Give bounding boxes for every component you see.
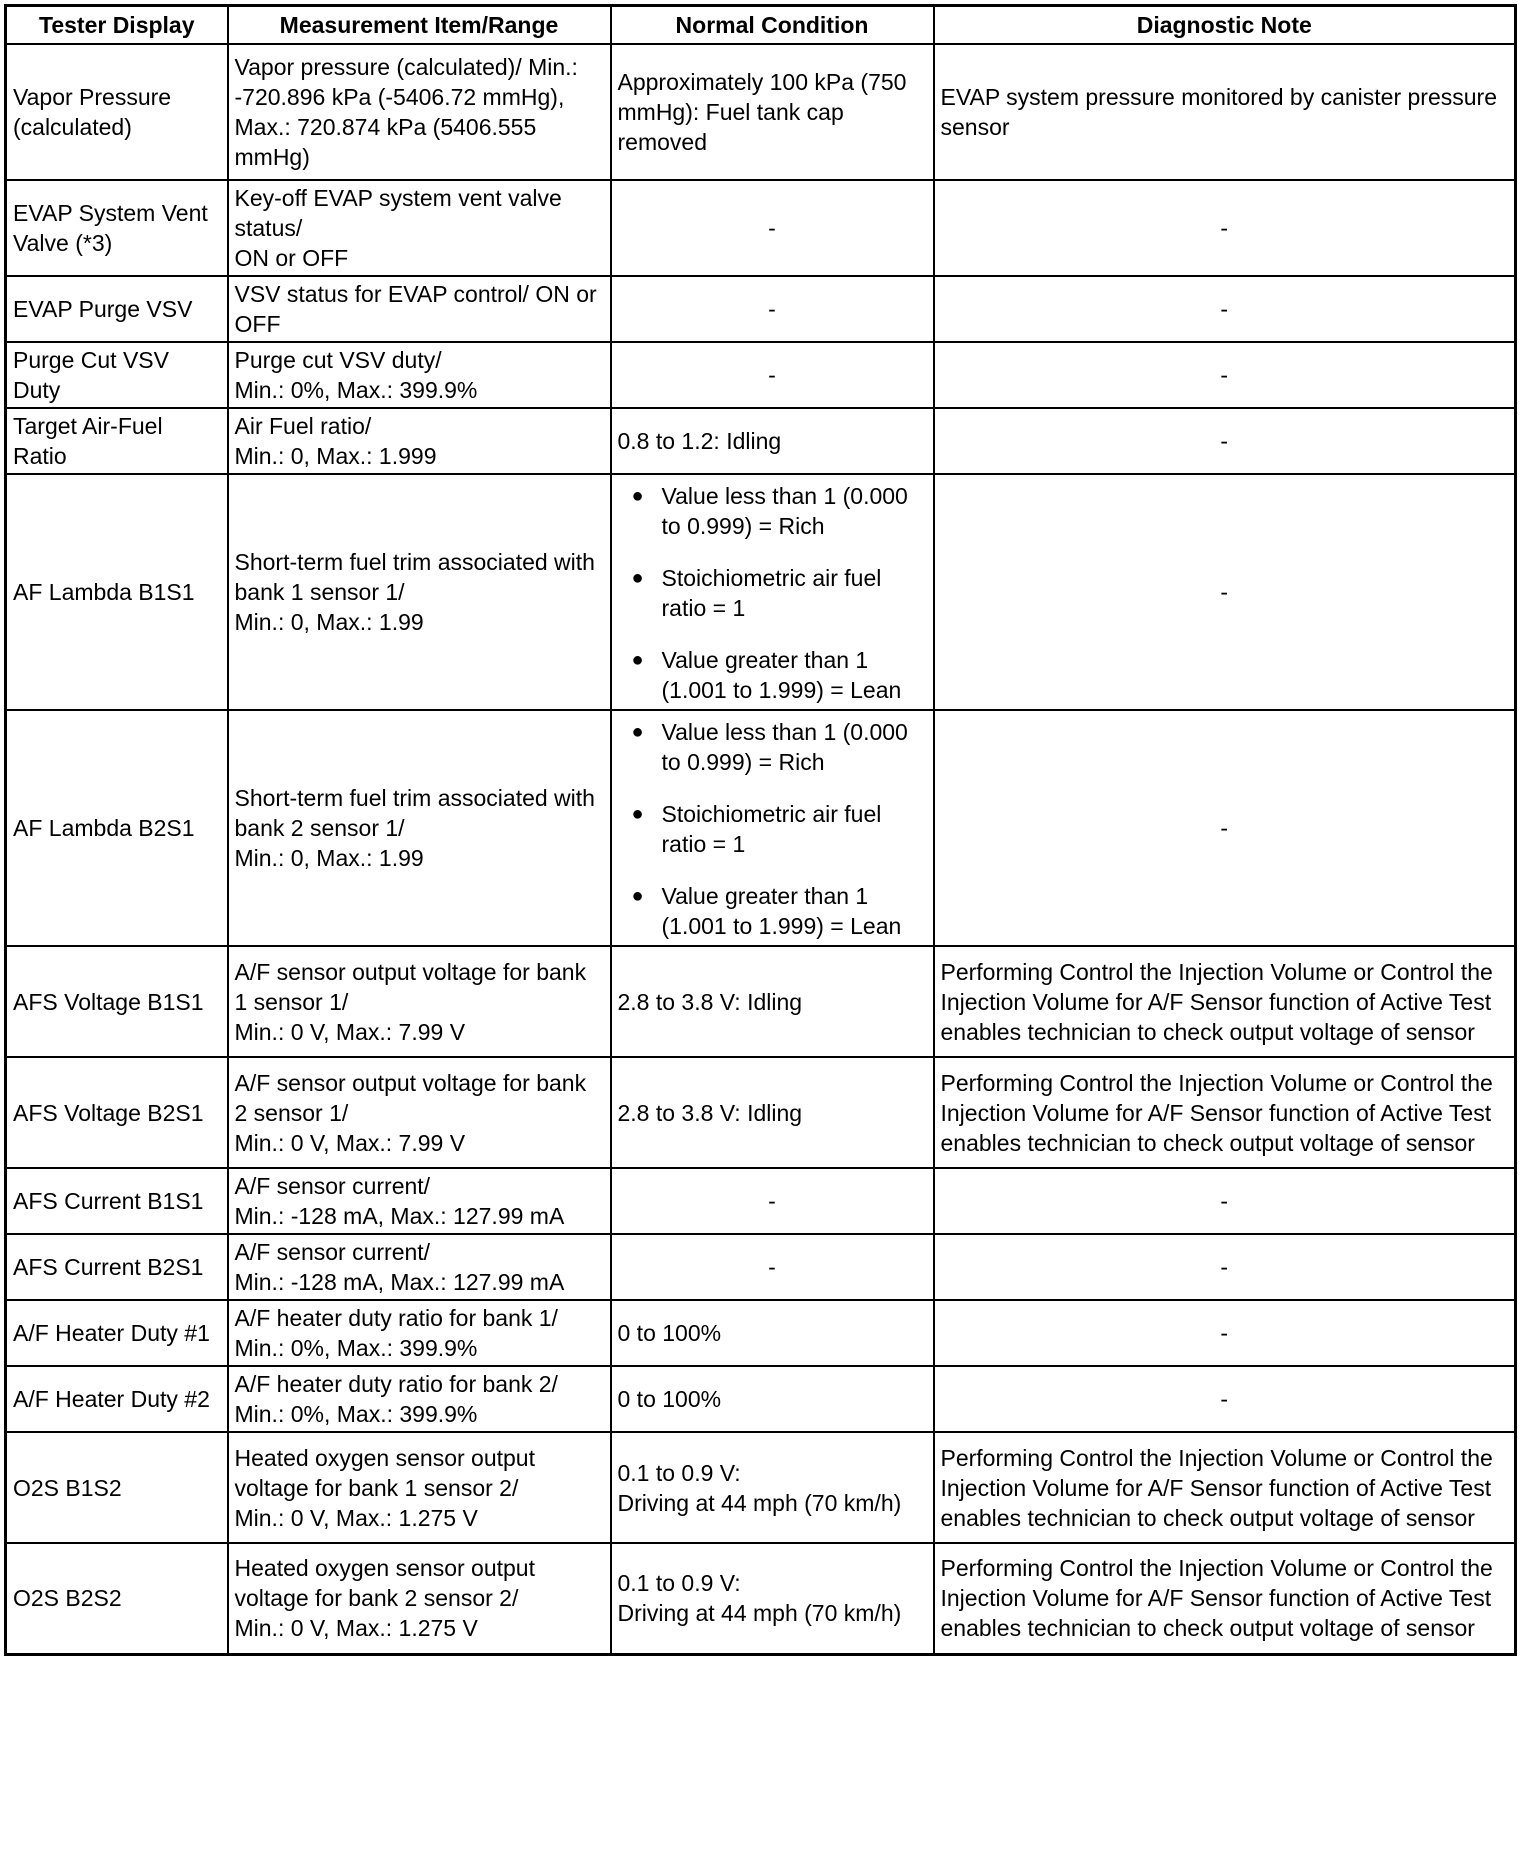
cell-tester-display: AF Lambda B1S1 [6,474,228,710]
cell-normal-condition: 0.8 to 1.2: Idling [611,408,934,474]
measurement-line: Short-term fuel trim associated with bank 2 sensor 1/ [234,785,595,841]
cell-measurement [228,1543,611,1654]
cell-measurement [228,180,611,276]
table-row [6,180,1516,276]
cell-tester-display: AFS Current B1S1 [6,1168,228,1234]
cell-tester-display: Target Air-Fuel Ratio [6,408,228,474]
cell-tester-display: Purge Cut VSV Duty [6,342,228,408]
table-row [6,1543,1516,1654]
normal-condition-list [618,481,927,705]
table-row [6,1300,1516,1366]
measurement-line: Min.: 0%, Max.: 399.9% [234,377,478,403]
measurement-line: Heated oxygen sensor output voltage for bank 2 sensor 2/ [234,1555,535,1612]
measurement-line: A/F sensor output voltage for bank 1 sensor 1/ [234,958,587,1015]
measurement-line: Air Fuel ratio/ [234,413,372,439]
cell-measurement [228,1300,611,1366]
list-item: ● Value less than 1 (0.000 to 0.999) = Rich [618,717,927,777]
measurement-line: Min.: 0 V, Max.: 7.99 V [234,1129,466,1156]
table-row [6,946,1516,1057]
cell-normal-condition [611,1543,934,1654]
cell-normal-condition: 2.8 to 3.8 V: Idling [611,946,934,1057]
list-item: ● Stoichiometric air fuel ratio = 1 [618,563,927,623]
cell-measurement [228,474,611,710]
cell-measurement: Vapor pressure (calculated)/ Min.: -720.896 kPa (-5406.72 mmHg), Max.: 720.874 kPa (5406.555 mmHg) [228,44,611,180]
table-row [6,342,1516,408]
table-row [6,1057,1516,1168]
measurement-line: Min.: -128 mA, Max.: 127.99 mA [234,1203,565,1229]
cell-normal-condition: - [611,1168,934,1234]
measurement-line: A/F sensor current/ [234,1173,431,1199]
cell-tester-display: O2S B1S2 [6,1432,228,1543]
table-row [6,408,1516,474]
cell-diagnostic-note: - [934,710,1516,946]
cell-measurement: VSV status for EVAP control/ ON or OFF [228,276,611,342]
cell-diagnostic-note: - [934,180,1516,276]
measurement-line: A/F sensor output voltage for bank 2 sensor 1/ [234,1069,587,1126]
header-measurement: Measurement Item/Range [228,6,611,45]
list-item: ● Stoichiometric air fuel ratio = 1 [618,799,927,859]
cell-tester-display: AFS Voltage B2S1 [6,1057,228,1168]
table-row [6,44,1516,180]
cell-tester-display: AFS Voltage B1S1 [6,946,228,1057]
measurement-line: Min.: 0 V, Max.: 7.99 V [234,1018,466,1045]
header-diagnostic-note: Diagnostic Note [934,6,1516,45]
cell-measurement [228,1432,611,1543]
header-tester-display: Tester Display [6,6,228,45]
cell-normal-condition: - [611,180,934,276]
cell-measurement [228,408,611,474]
table-row [6,1234,1516,1300]
cell-tester-display: AF Lambda B2S1 [6,710,228,946]
cell-normal-condition [611,710,934,946]
cell-diagnostic-note: - [934,1168,1516,1234]
cell-measurement [228,946,611,1057]
cell-normal-condition: 0 to 100% [611,1366,934,1432]
table-row [6,276,1516,342]
cell-measurement [228,1366,611,1432]
normal-condition-line: 0.1 to 0.9 V: [617,1459,741,1486]
cell-normal-condition: 2.8 to 3.8 V: Idling [611,1057,934,1168]
cell-normal-condition: - [611,1234,934,1300]
cell-measurement [228,1057,611,1168]
measurement-line: A/F sensor current/ [234,1239,431,1265]
cell-measurement [228,1168,611,1234]
measurement-line: Short-term fuel trim associated with bank 1 sensor 1/ [234,549,595,605]
cell-diagnostic-note: - [934,1300,1516,1366]
measurement-line: ON or OFF [234,245,349,271]
cell-tester-display: EVAP Purge VSV [6,276,228,342]
cell-normal-condition: 0 to 100% [611,1300,934,1366]
cell-measurement [228,1234,611,1300]
measurement-line: Min.: 0 V, Max.: 1.275 V [234,1615,478,1642]
table-row [6,1366,1516,1432]
cell-tester-display: A/F Heater Duty #1 [6,1300,228,1366]
measurement-line: Min.: 0 V, Max.: 1.275 V [234,1504,478,1531]
list-item: ● Value greater than 1 (1.001 to 1.999) = Lean [618,881,927,941]
measurement-line: A/F heater duty ratio for bank 1/ [234,1305,558,1331]
cell-measurement [228,342,611,408]
measurement-line: Min.: 0, Max.: 1.99 [234,845,424,871]
cell-tester-display: EVAP System Vent Valve (*3) [6,180,228,276]
cell-tester-display: AFS Current B2S1 [6,1234,228,1300]
data-list-table [4,4,1517,1656]
table-row [6,710,1516,946]
table-row [6,1168,1516,1234]
measurement-line: Min.: 0, Max.: 1.99 [234,609,424,635]
measurement-line: Heated oxygen sensor output voltage for bank 1 sensor 2/ [234,1444,535,1501]
cell-diagnostic-note: - [934,342,1516,408]
cell-normal-condition: Approximately 100 kPa (750 mmHg): Fuel tank cap removed [611,44,934,180]
cell-normal-condition [611,1432,934,1543]
list-item: ● Value less than 1 (0.000 to 0.999) = Rich [618,481,927,541]
cell-diagnostic-note: Performing Control the Injection Volume or Control the Injection Volume for A/F Sensor function of Active Test enables technician to check output voltage of sensor [934,1432,1516,1543]
measurement-line: Key-off EVAP system vent valve status/ [234,185,562,241]
table-row [6,474,1516,710]
measurement-line: Min.: 0, Max.: 1.999 [234,443,437,469]
measurement-line: Min.: 0%, Max.: 399.9% [234,1335,478,1361]
cell-tester-display: O2S B2S2 [6,1543,228,1654]
cell-diagnostic-note: - [934,474,1516,710]
measurement-line: Min.: 0%, Max.: 399.9% [234,1401,478,1427]
normal-condition-line: Driving at 44 mph (70 km/h) [617,1489,902,1516]
normal-condition-list [618,717,927,941]
measurement-line: Purge cut VSV duty/ [234,347,442,373]
normal-condition-line: 0.1 to 0.9 V: [617,1570,741,1597]
table-header-row [6,6,1516,45]
cell-tester-display: Vapor Pressure (calculated) [6,44,228,180]
cell-normal-condition [611,474,934,710]
header-normal-condition: Normal Condition [611,6,934,45]
cell-diagnostic-note: Performing Control the Injection Volume or Control the Injection Volume for A/F Sensor function of Active Test enables technician to check output voltage of sensor [934,1543,1516,1654]
measurement-line: A/F heater duty ratio for bank 2/ [234,1371,558,1397]
cell-normal-condition: - [611,342,934,408]
cell-diagnostic-note: - [934,1234,1516,1300]
cell-diagnostic-note: - [934,408,1516,474]
list-item: ● Value greater than 1 (1.001 to 1.999) = Lean [618,645,927,705]
cell-diagnostic-note: Performing Control the Injection Volume or Control the Injection Volume for A/F Sensor function of Active Test enables technician to check output voltage of sensor [934,946,1516,1057]
cell-diagnostic-note: EVAP system pressure monitored by canister pressure sensor [934,44,1516,180]
cell-diagnostic-note: Performing Control the Injection Volume or Control the Injection Volume for A/F Sensor function of Active Test enables technician to check output voltage of sensor [934,1057,1516,1168]
normal-condition-line: Driving at 44 mph (70 km/h) [617,1600,902,1627]
cell-normal-condition: - [611,276,934,342]
cell-measurement [228,710,611,946]
cell-tester-display: A/F Heater Duty #2 [6,1366,228,1432]
cell-diagnostic-note: - [934,276,1516,342]
table-row [6,1432,1516,1543]
measurement-line: Min.: -128 mA, Max.: 127.99 mA [234,1269,565,1295]
cell-diagnostic-note: - [934,1366,1516,1432]
